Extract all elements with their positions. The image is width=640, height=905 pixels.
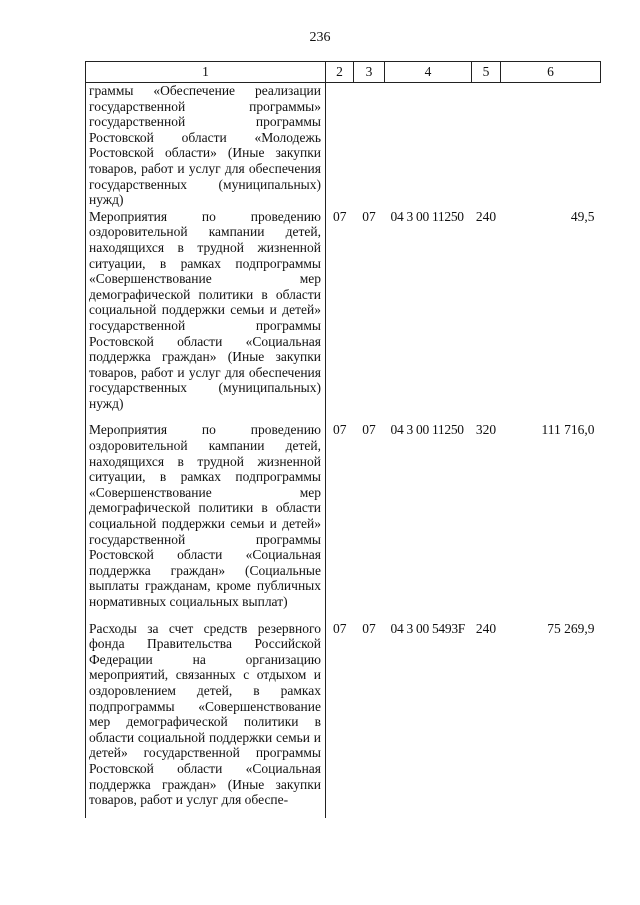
row-section: 07: [333, 208, 347, 224]
row-expense-type: 320: [475, 422, 497, 438]
row-expense-type: 240: [475, 620, 497, 636]
row-target-code: 04 3 00 5493F: [390, 620, 465, 636]
row-target-code: 04 3 00 11250: [390, 422, 464, 438]
row-expense-type: 240: [475, 208, 497, 224]
row-description: Расходы за счет средств резервного фонда Правительства Российской Федерации на организацию мероприятий, связанных с отдыхом и оздоровлением детей, в рамках подпрограммы «Совершенствование мер демографической политики в области социальной поддержки семьи и детей» государственной программы Ростовской области «Социальная поддержка граждан» (Иные закупки товаров, работ и услуг для обеспе-: [86, 620, 326, 818]
row-description: граммы «Обеспечение реализации государственной программы» государственной программы Ростовской области «Молодежь Ростовской области» (Иные закупки товаров, работ и услуг для обеспечения государственных (муниципальных) нужд): [86, 83, 326, 208]
budget-table: [85, 61, 601, 818]
row-subsection: 07: [362, 620, 376, 636]
row-target-code: 04 3 00 11250: [390, 208, 464, 224]
row-description: Мероприятия по проведению оздоровительной кампании детей, находящихся в трудной жизненной ситуации, в рамках подпрограммы «Совершенствование мер демографической политики в области социальной поддержки семьи и детей» государственной программы Ростовской области «Социальная поддержка граждан» (Социальные выплаты гражданам, кроме публичных нормативных социальных выплат): [86, 421, 326, 619]
header-row: [86, 62, 601, 83]
header-col-4: 4: [385, 62, 472, 83]
table-row: [86, 620, 601, 818]
row-target-code: [385, 83, 472, 208]
table-row: [86, 83, 601, 208]
row-section: [326, 83, 354, 208]
header-col-2: 2: [326, 62, 354, 83]
row-amount: [501, 83, 601, 208]
row-amount: 49,5: [570, 208, 595, 224]
row-description: Мероприятия по проведению оздоровительной кампании детей, находящихся в трудной жизненной ситуации, в рамках подпрограммы «Совершенствование мер демографической политики в области социальной поддержки семьи и детей» государственной программы Ростовской области «Социальная поддержка граждан» (Иные закупки товаров, работ и услуг для обеспечения государственных (муниципальных) нужд): [86, 208, 326, 422]
table-row: [86, 421, 601, 619]
row-amount: 111 716,0: [541, 422, 595, 438]
page-number: 236: [309, 30, 331, 45]
header-col-1: 1: [86, 62, 326, 83]
header-col-5: 5: [472, 62, 501, 83]
header-col-6: 6: [501, 62, 601, 83]
table-row: [86, 208, 601, 422]
row-subsection: [354, 83, 385, 208]
row-expense-type: [472, 83, 501, 208]
row-subsection: 07: [362, 422, 376, 438]
row-subsection: 07: [362, 208, 376, 224]
row-section: 07: [333, 620, 347, 636]
row-section: 07: [333, 422, 347, 438]
row-amount: 75 269,9: [547, 620, 595, 636]
header-col-3: 3: [354, 62, 385, 83]
